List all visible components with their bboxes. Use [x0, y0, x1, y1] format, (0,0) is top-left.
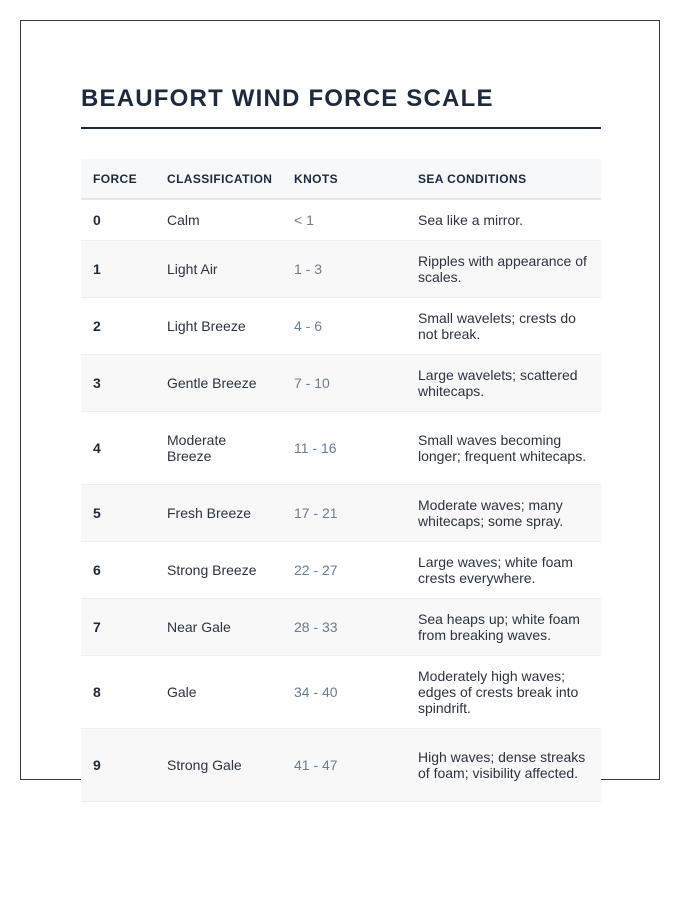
table-row — [81, 240, 601, 297]
column-header-force: FORCE — [81, 159, 155, 199]
sea-conditions-cell: Sea heaps up; white foam from breaking waves. — [406, 598, 601, 655]
classification-cell: Strong Breeze — [155, 541, 282, 598]
knots-cell: 22 - 27 — [282, 541, 406, 598]
document-content — [81, 84, 601, 802]
classification-cell: Calm — [155, 199, 282, 240]
classification-cell: Moderate Breeze — [155, 411, 282, 484]
knots-cell: 7 - 10 — [282, 354, 406, 411]
knots-cell: 4 - 6 — [282, 297, 406, 354]
knots-cell: 34 - 40 — [282, 655, 406, 728]
force-cell: 3 — [81, 354, 155, 411]
table-row — [81, 655, 601, 728]
classification-cell: Gale — [155, 655, 282, 728]
page-title: BEAUFORT WIND FORCE SCALE — [81, 85, 494, 112]
knots-cell: 28 - 33 — [282, 598, 406, 655]
table-header — [81, 159, 601, 199]
sea-conditions-cell: Small wavelets; crests do not break. — [406, 297, 601, 354]
table-row — [81, 541, 601, 598]
header-row — [81, 159, 601, 199]
knots-cell: 1 - 3 — [282, 240, 406, 297]
classification-cell: Light Breeze — [155, 297, 282, 354]
sea-conditions-cell: Small waves becoming longer; frequent whitecaps. — [406, 411, 601, 484]
force-cell: 2 — [81, 297, 155, 354]
table-body — [81, 199, 601, 801]
force-cell: 9 — [81, 728, 155, 801]
knots-cell: < 1 — [282, 199, 406, 240]
sea-conditions-cell: Large waves; white foam crests everywhere. — [406, 541, 601, 598]
table-row — [81, 411, 601, 484]
knots-cell: 41 - 47 — [282, 728, 406, 801]
sea-conditions-cell: Moderate waves; many whitecaps; some spray. — [406, 484, 601, 541]
force-cell: 0 — [81, 199, 155, 240]
sea-conditions-cell: Ripples with appearance of scales. — [406, 240, 601, 297]
classification-cell: Light Air — [155, 240, 282, 297]
sea-conditions-cell: Sea like a mirror. — [406, 199, 601, 240]
force-cell: 1 — [81, 240, 155, 297]
title-divider — [81, 127, 601, 129]
column-header-knots: KNOTS — [282, 159, 406, 199]
table-row — [81, 297, 601, 354]
sea-conditions-cell: High waves; dense streaks of foam; visibility affected. — [406, 728, 601, 801]
table-row — [81, 728, 601, 801]
classification-cell: Near Gale — [155, 598, 282, 655]
force-cell: 7 — [81, 598, 155, 655]
classification-cell: Fresh Breeze — [155, 484, 282, 541]
table-row — [81, 199, 601, 240]
force-cell: 4 — [81, 411, 155, 484]
table-row — [81, 484, 601, 541]
column-header-classification: CLASSIFICATION — [155, 159, 282, 199]
classification-cell: Gentle Breeze — [155, 354, 282, 411]
beaufort-table — [81, 159, 601, 802]
force-cell: 8 — [81, 655, 155, 728]
sea-conditions-cell: Large wavelets; scattered whitecaps. — [406, 354, 601, 411]
column-header-sea-conditions: SEA CONDITIONS — [406, 159, 601, 199]
knots-cell: 17 - 21 — [282, 484, 406, 541]
table-row — [81, 598, 601, 655]
table-row — [81, 354, 601, 411]
classification-cell: Strong Gale — [155, 728, 282, 801]
force-cell: 6 — [81, 541, 155, 598]
sea-conditions-cell: Moderately high waves; edges of crests break into spindrift. — [406, 655, 601, 728]
force-cell: 5 — [81, 484, 155, 541]
knots-cell: 11 - 16 — [282, 411, 406, 484]
